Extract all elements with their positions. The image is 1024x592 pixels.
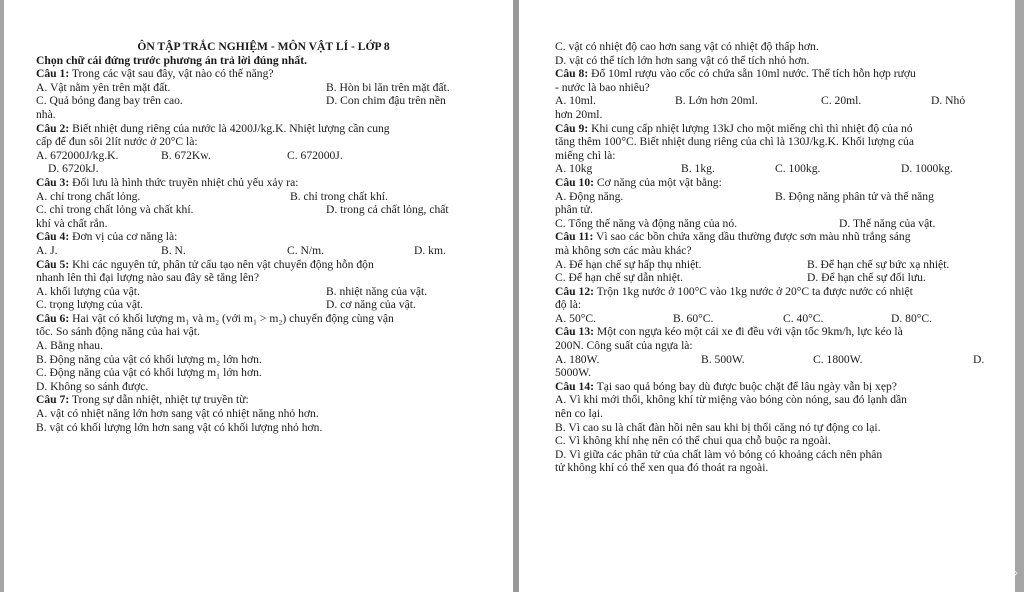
q2-option-d: D. 6720kJ. bbox=[48, 162, 99, 176]
document-page-left bbox=[4, 0, 513, 592]
q9-option-c: C. 100kg. bbox=[775, 162, 821, 176]
question-13 bbox=[555, 325, 999, 379]
q7-text: Trong sự dẫn nhiệt, nhiệt tự truyền từ: bbox=[69, 393, 249, 407]
document-page-right bbox=[519, 0, 1015, 592]
q11-option-b: B. Để hạn chế sự bức xạ nhiệt. bbox=[807, 257, 950, 271]
q9-option-d: D. 1000kg. bbox=[901, 162, 953, 176]
q6-option-a: A. Bằng nhau. bbox=[36, 339, 103, 353]
q5-option-a: A. khối lượng của vật. bbox=[36, 284, 140, 298]
q12-option-b: B. 60°C. bbox=[673, 311, 714, 325]
q14-option-a: A. Vì khi mới thổi, không khí từ miệng vào bóng còn nóng, sau đó lạnh dần bbox=[555, 393, 907, 407]
q6-option-d: D. Không so sánh được. bbox=[36, 379, 149, 393]
q10-head: Câu 10: bbox=[555, 175, 594, 189]
q3-option-d: D. trong cả chất lỏng, chất bbox=[326, 203, 449, 217]
question-7 bbox=[36, 393, 491, 434]
q5-head: Câu 5: bbox=[36, 257, 70, 271]
q13-option-d-cont: 5000W. bbox=[555, 366, 591, 380]
q2-text: Biết nhiệt dung riêng của nước là 4200J/kg.K. Nhiệt lượng cần cung bbox=[69, 121, 390, 135]
q14-option-b: B. Vì cao su là chất đàn hồi nên sau khi bị thổi căng nó tự động co lại. bbox=[555, 420, 881, 434]
q8-option-d-cont: hơn 20ml. bbox=[555, 107, 603, 121]
q1-option-c: C. Quả bóng đang bay trên cao. bbox=[36, 94, 183, 108]
q3-option-c: C. chỉ trong chất lỏng và chất khí. bbox=[36, 203, 194, 217]
q7-head: Câu 7: bbox=[36, 393, 70, 407]
question-2 bbox=[36, 122, 491, 176]
q8-text: Đổ 10ml rượu vào cốc có chứa sẵn 10ml nước. Thể tích hỗn hợp rượu bbox=[588, 67, 916, 81]
q12-head: Câu 12: bbox=[555, 284, 594, 298]
q9-option-a: A. 10kg bbox=[555, 162, 593, 176]
question-1 bbox=[36, 67, 491, 121]
q14-text: Tại sao quả bóng bay dù được buộc chặt để lâu ngày vẫn bị xẹp? bbox=[593, 379, 897, 393]
q6-option-c: C. Động năng của vật có khối lượng m₁ lớn hơn. bbox=[36, 366, 262, 380]
q11-option-a: A. Để hạn chế sự hấp thụ nhiệt. bbox=[555, 257, 702, 271]
question-3 bbox=[36, 176, 491, 230]
question-11 bbox=[555, 230, 999, 284]
q7-option-c: C. vật có nhiệt độ cao hơn sang vật có nhiệt độ thấp hơn. bbox=[555, 40, 819, 53]
q12-text-2: độ là: bbox=[555, 298, 582, 312]
q3-option-d-cont: khí và chất rắn. bbox=[36, 216, 108, 230]
q8-option-d: D. Nhỏ bbox=[931, 94, 966, 108]
q2-head: Câu 2: bbox=[36, 121, 70, 135]
q14-option-c: C. Vì không khí nhẹ nên có thể chui qua chỗ buộc ra ngoài. bbox=[555, 434, 831, 448]
q10-option-a: A. Động năng. bbox=[555, 189, 624, 203]
q12-option-d: D. 80°C. bbox=[891, 311, 933, 325]
q2-option-a: A. 672000J/kg.K. bbox=[36, 148, 119, 162]
q8-option-c: C. 20ml. bbox=[821, 94, 862, 108]
q5-text-2: nhanh lên thì đại lượng nào sau đây sẽ tăng lên? bbox=[36, 271, 259, 285]
q7-option-d: D. vật có thể tích lớn hơn sang vật có thể tích nhỏ hơn. bbox=[555, 53, 810, 67]
q2-option-b: B. 672Kw. bbox=[161, 148, 211, 162]
q8-text-2: - nước là bao nhiêu? bbox=[555, 80, 650, 94]
q7-option-a: A. vật có nhiệt năng lớn hơn sang vật có nhiệt năng nhỏ hơn. bbox=[36, 407, 319, 421]
q6-text-2: tốc. So sánh động năng của hai vật. bbox=[36, 325, 200, 339]
q8-option-a: A. 10ml. bbox=[555, 94, 596, 108]
q10-option-d: D. Thế năng của vật. bbox=[839, 216, 936, 230]
question-14 bbox=[555, 380, 999, 475]
question-9 bbox=[555, 122, 999, 176]
q10-text: Cơ năng của một vật bằng: bbox=[593, 175, 722, 189]
q13-option-a: A. 180W. bbox=[555, 352, 600, 366]
q1-option-d-cont: nhà. bbox=[36, 107, 56, 121]
q6-head: Câu 6: bbox=[36, 311, 70, 325]
q12-option-a: A. 50°C. bbox=[555, 311, 597, 325]
q4-text: Đơn vị của cơ năng là: bbox=[69, 230, 178, 244]
q6-option-b: B. Động năng của vật có khối lượng m₂ lớn hơn. bbox=[36, 352, 262, 366]
q5-option-c: C. trọng lượng của vật. bbox=[36, 298, 144, 312]
q13-text: Một con ngựa kéo một cái xe đi đều với vận tốc 9km/h, lực kéo là bbox=[593, 325, 903, 339]
q13-option-d: D. bbox=[973, 352, 985, 366]
q1-option-a: A. Vật nằm yên trên mặt đất. bbox=[36, 80, 171, 94]
q4-option-b: B. N. bbox=[161, 243, 186, 257]
q9-option-b: B. 1kg. bbox=[681, 162, 715, 176]
q5-option-d: D. cơ năng của vật. bbox=[326, 298, 416, 312]
q3-option-b: B. chỉ trong chất khí. bbox=[290, 189, 388, 203]
question-7-cont bbox=[555, 40, 999, 67]
question-4 bbox=[36, 230, 491, 257]
question-10 bbox=[555, 176, 999, 230]
q13-head: Câu 13: bbox=[555, 325, 594, 339]
q4-head: Câu 4: bbox=[36, 230, 70, 244]
question-12 bbox=[555, 285, 999, 326]
q10-option-b: B. Động năng phân tử và thế năng bbox=[775, 189, 934, 203]
q14-option-d-cont: tử không khí có thể xen qua đó thoát ra ngoài. bbox=[555, 461, 769, 475]
question-6 bbox=[36, 312, 491, 394]
q3-head: Câu 3: bbox=[36, 175, 70, 189]
q8-option-b: B. Lớn hơn 20ml. bbox=[675, 94, 758, 108]
q1-text: Trong các vật sau đây, vật nào có thế năng? bbox=[69, 67, 274, 81]
q9-text: Khi cung cấp nhiệt lượng 13kJ cho một miếng chì thì nhiệt độ của nó bbox=[588, 121, 913, 135]
q10-option-a-cont: phân tử. bbox=[555, 203, 593, 217]
q13-option-b: B. 500W. bbox=[701, 352, 745, 366]
q9-text-2: tăng thêm 100°C. Biết nhiệt dung riêng của chì là 130J/kg.K. Khối lượng của bbox=[555, 135, 915, 149]
q8-head: Câu 8: bbox=[555, 67, 589, 81]
q10-option-c: C. Tổng thế năng và động năng của nó. bbox=[555, 216, 738, 230]
q14-option-a-cont: nên co lại. bbox=[555, 407, 603, 421]
arrow-right-icon[interactable]: ⇨ bbox=[1008, 566, 1019, 580]
q5-option-b: B. nhiệt năng của vật. bbox=[326, 284, 428, 298]
q2-option-c: C. 672000J. bbox=[287, 148, 343, 162]
q13-option-c: C. 1800W. bbox=[813, 352, 863, 366]
q7-option-b: B. vật có khối lượng lớn hơn sang vật có khối lượng nhỏ hơn. bbox=[36, 420, 323, 434]
q4-option-d: D. km. bbox=[414, 243, 446, 257]
q4-option-c: C. N/m. bbox=[287, 243, 325, 257]
question-5 bbox=[36, 258, 491, 312]
q1-option-d: D. Con chim đậu trên nền bbox=[326, 94, 446, 108]
q12-text: Trộn 1kg nước ở 100°C vào 1kg nước ở 20°C ta được nước có nhiệt bbox=[593, 284, 913, 298]
question-8 bbox=[555, 67, 999, 121]
q11-option-d: D. Để hạn chế sự đối lưu. bbox=[807, 271, 926, 285]
page-title: ÔN TẬP TRẮC NGHIỆM - MÔN VẬT LÍ - LỚP 8 bbox=[137, 40, 390, 53]
q9-head: Câu 9: bbox=[555, 121, 589, 135]
q2-text-2: cấp để đun sôi 2lít nước ở 20°C là: bbox=[36, 135, 198, 149]
q13-text-2: 200N. Công suất của ngựa là: bbox=[555, 339, 693, 353]
q3-option-a: A. chỉ trong chất lỏng. bbox=[36, 189, 141, 203]
q4-option-a: A. J. bbox=[36, 243, 58, 257]
q9-text-3: miếng chì là: bbox=[555, 148, 616, 162]
q14-option-d: D. Vì giữa các phân tử của chất làm vỏ bóng có khoảng cách nên phân bbox=[555, 447, 883, 461]
q14-head: Câu 14: bbox=[555, 379, 594, 393]
q1-head: Câu 1: bbox=[36, 67, 70, 81]
q11-text-2: mà không sơn các màu khác? bbox=[555, 243, 692, 257]
q12-option-c: C. 40°C. bbox=[783, 311, 824, 325]
instruction: Chọn chữ cái đứng trước phương án trả lời đúng nhất. bbox=[36, 53, 307, 67]
q6-text: Hai vật có khối lượng m₁ và m₂ (với m₁ > m₂) chuyển động cùng vận bbox=[69, 311, 394, 325]
q3-text: Đối lưu là hình thức truyền nhiệt chủ yếu xảy ra: bbox=[69, 175, 299, 189]
q11-text: Vì sao các bồn chứa xăng dầu thường được sơn màu nhũ trắng sáng bbox=[593, 230, 911, 244]
q5-text: Khi các nguyên tử, phân tử cấu tạo nên vật chuyển động hỗn độn bbox=[69, 257, 374, 271]
q1-option-b: B. Hòn bi lăn trên mặt đất. bbox=[326, 80, 450, 94]
q11-option-c: C. Để hạn chế sự dẫn nhiệt. bbox=[555, 271, 683, 285]
q11-head: Câu 11: bbox=[555, 230, 594, 244]
